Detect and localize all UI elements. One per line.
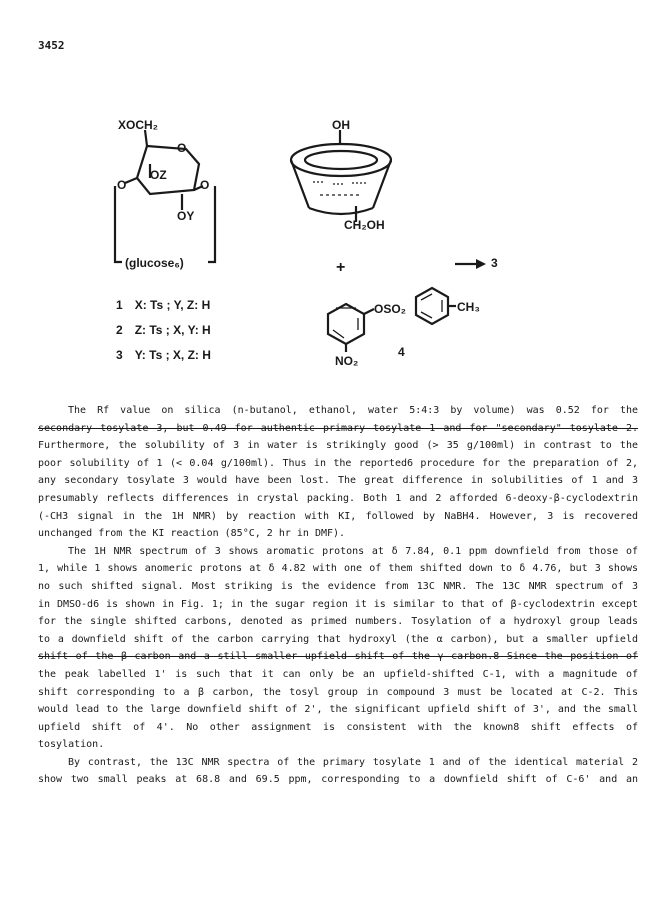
compound-number: 2	[116, 322, 123, 337]
tolyl-ring	[416, 288, 448, 324]
reagent-number: 4	[398, 345, 405, 359]
tolyl-double-bonds	[421, 294, 442, 318]
osO2-bond	[364, 309, 374, 314]
cd-inner-rim	[305, 151, 377, 169]
compound-number: 3	[116, 347, 123, 362]
nitrophenyl-double-bonds	[333, 308, 358, 338]
text-line: (-CH3 signal in the 1H NMR) by reaction with KI, followed by NaBH4. However, 3 is recovered	[38, 510, 638, 522]
plus-sign: +	[336, 259, 346, 276]
glucose-left-bond	[125, 178, 137, 183]
compound-description: Y: Ts ; X, Z: H	[134, 347, 211, 362]
cd-cavity-lines	[313, 182, 366, 184]
glucose-oy-label: OY	[177, 209, 195, 223]
reaction-arrow-head	[476, 259, 486, 269]
cd-bottom	[309, 208, 373, 214]
text-line: presumably reflects differences in crystal packing. Both 1 and 2 afforded 6-deoxy-β-cyclodextrin	[38, 492, 638, 504]
product-number: 3	[491, 256, 498, 270]
text-line: would lead to the large downfield shift of 2', the significant upfield shift of 3', and the small	[38, 704, 638, 716]
body-text	[38, 402, 638, 789]
text-line: Furthermore, the solubility of 3 in water is strikingly good (> 35 g/100ml) in contrast to the	[38, 440, 638, 452]
text-line: show two small peaks at 68.8 and 69.5 ppm, corresponding to a downfield shift of C-6' and an	[38, 774, 638, 786]
reagent-no2-label: NO₂	[335, 354, 359, 368]
text-line: shift corresponding to a β carbon, the tosyl group in compound 3 must be located at C-2. This	[38, 686, 638, 698]
text-line: to a downfield shift of the carbon carrying that hydroxyl (the α carbon), but a smaller upfield	[38, 633, 638, 645]
reagent-oso2-label: OSO₂	[374, 302, 407, 316]
reagent-ch3-label: CH₃	[457, 300, 480, 314]
glucose-left-o-label: O	[117, 178, 127, 192]
compound-description: X: Ts ; Y, Z: H	[134, 297, 211, 312]
text-line: the peak labelled 1' is such that it can only be an upfield-shifted C-1, with a magnitude of	[38, 668, 638, 680]
chemical-structures-figure	[0, 0, 672, 400]
text-line: secondary tosylate 3, but 0.49 for authentic primary tosylate 1 and for "secondary" tosylate 2.	[38, 422, 638, 434]
cd-oh-label: OH	[332, 118, 350, 132]
text-line: 1, while 1 shows anomeric protons at δ 4.82 with one of them shifted down to δ 4.76, but 3 shows	[38, 563, 638, 575]
text-line: any secondary tosylate 3 would have been lost. The great difference in solubilities of 1 and 3	[38, 475, 638, 487]
compound-row	[116, 342, 211, 367]
glucose-ch2-bond	[145, 130, 147, 146]
text-line: poor solubility of 1 (< 0.04 g/100ml). Thus in the reported6 procedure for the preparation of 2,	[38, 457, 638, 469]
text-line: The 1H NMR spectrum of 3 shows aromatic protons at δ 7.84, 0.1 ppm downfield from those of	[68, 545, 638, 557]
glucose-unit-label: (glucose₆)	[125, 256, 184, 270]
compound-description: Z: Ts ; X, Y: H	[134, 322, 211, 337]
text-line: tosylation.	[38, 739, 105, 751]
page-number: 3452	[38, 39, 65, 52]
glucose-xoch2-label: XOCH₂	[118, 118, 159, 132]
text-line: upfield shift of 4'. No other assignment is consistent with the known8 shift effects of	[38, 721, 638, 733]
bracket-left	[115, 186, 122, 262]
glucose-ring-o-label: O	[177, 141, 187, 155]
cd-ch2oh-label: CH₂OH	[344, 218, 385, 232]
text-line: shift of the β carbon and a still smaller upfield shift of the γ carbon.8 Since the position of	[38, 651, 638, 663]
bracket-right	[208, 186, 215, 262]
compound-number: 1	[116, 297, 123, 312]
compound-row	[116, 317, 211, 342]
text-line: unchanged from the KI reaction (85°C, 2 hr in DMF).	[38, 528, 346, 540]
text-line: for the single shifted carbons, denoted as primed numbers. Tosylation of a hydroxyl group leads	[38, 616, 638, 628]
compound-row	[116, 292, 211, 317]
glucose-ring	[137, 146, 199, 194]
glucose-oz-label: OZ	[150, 168, 167, 182]
text-line: no such shifted signal. Most striking is the evidence from 13C NMR. The 13C NMR spectrum of 3	[38, 580, 638, 592]
glucose-right-o-label: O	[200, 178, 210, 192]
text-line: in DMSO-d6 is shown in Fig. 1; in the sugar region it is similar to that of β-cyclodextrin except	[38, 598, 638, 610]
compound-definitions	[116, 292, 211, 367]
text-line: By contrast, the 13C NMR spectra of the primary tosylate 1 and of the identical material 2	[68, 756, 638, 768]
text-line: The Rf value on silica (n-butanol, ethanol, water 5:4:3 by volume) was 0.52 for the	[68, 405, 638, 416]
structures-drawing	[0, 0, 672, 400]
